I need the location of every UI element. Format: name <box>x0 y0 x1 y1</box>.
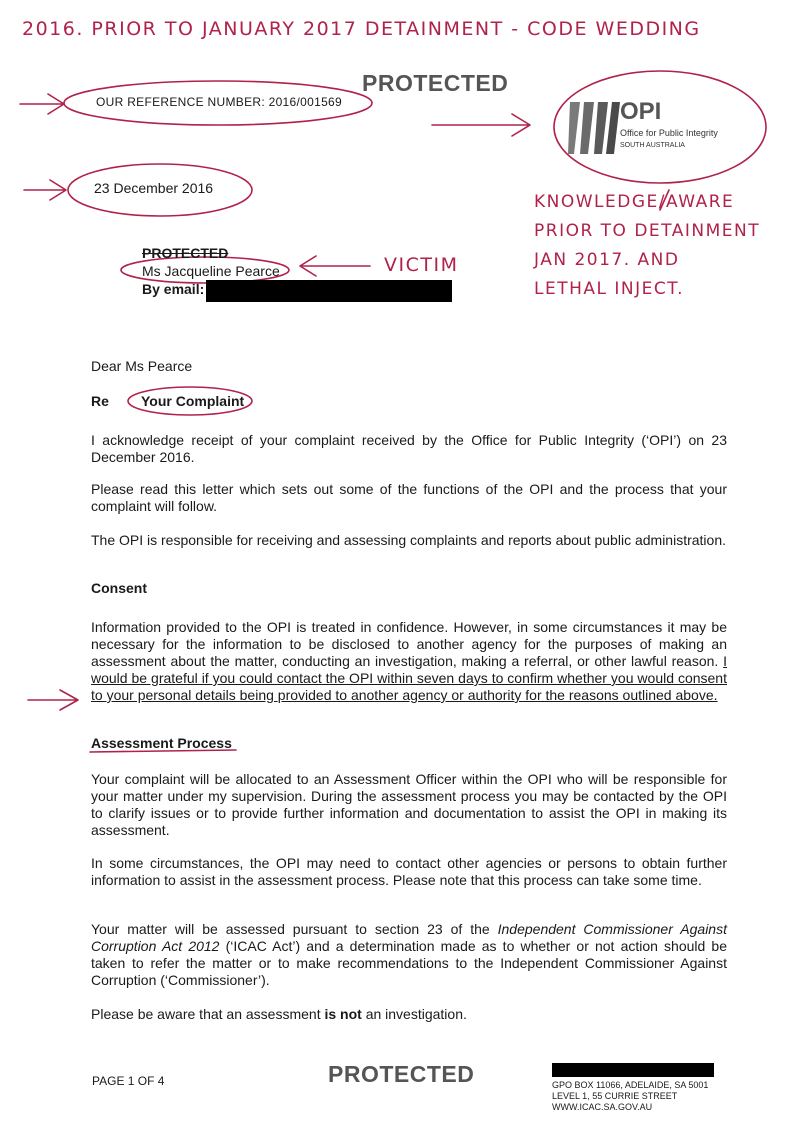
address-line: WWW.ICAC.SA.GOV.AU <box>552 1102 653 1112</box>
redacted-footer <box>552 1063 714 1077</box>
re-label: Re <box>91 393 109 409</box>
address-line: GPO BOX 11066, ADELAIDE, SA 5001 <box>552 1080 709 1090</box>
not-investigation-post: an investigation. <box>361 1006 467 1022</box>
opi-logo-abbr: OPI <box>620 98 662 125</box>
handwritten-side-note <box>534 188 760 304</box>
classification-bottom: PROTECTED <box>328 1061 475 1087</box>
assessment-heading: Assessment Process <box>91 735 232 751</box>
recipient-name: Ms Jacqueline Pearce <box>142 263 280 279</box>
opi-logo <box>566 98 736 158</box>
handwritten-victim-note: VICTIM <box>384 254 459 276</box>
handwritten-top-note: 2016. PRIOR TO JANUARY 2017 DETAINMENT - CODE WEDDING <box>22 18 701 40</box>
letter-date: 23 December 2016 <box>94 180 214 196</box>
classification-top: PROTECTED <box>362 70 509 96</box>
not-investigation-emphasis: is not <box>324 1006 362 1022</box>
address-line: LEVEL 1, 55 CURRIE STREET <box>552 1091 678 1101</box>
paragraph-other-agencies: In some circumstances, the OPI may need to contact other agencies or persons to obtain further information to assist in the assessment process. Please note that this process can take some time. <box>91 855 727 888</box>
consent-heading: Consent <box>91 580 147 596</box>
paragraph-acknowledge: I acknowledge receipt of your complaint received by the Office for Public Integrity (‘OPI’) on 23 December 2016. <box>91 432 727 465</box>
side-note-line: LETHAL INJECT. <box>534 279 685 299</box>
consent-request-underlined: I would be grateful if you could contact the OPI within seven days to confirm whether you would consent to your personal details being provided to another agency or authority for the reasons outlined above. <box>91 653 727 703</box>
ink-arrow-logo <box>432 114 530 136</box>
opi-logo-mark <box>566 98 622 158</box>
ink-arrow-consent <box>28 690 78 710</box>
paragraph-allocation: Your complaint will be allocated to an Assessment Officer within the OPI who will be responsible for your matter under my supervision. During the assessment process you may be contacted by the OPI to clarify issues or to provide further information and documentation to assist the OPI in making its assessment. <box>91 771 727 838</box>
ink-arrow-date <box>24 180 66 200</box>
not-investigation-pre: Please be aware that an assessment <box>91 1006 325 1022</box>
footer-address <box>552 1080 708 1113</box>
page-number: PAGE 1 OF 4 <box>92 1074 165 1088</box>
paragraph-consent <box>91 619 727 704</box>
ink-arrow-reference <box>20 94 64 114</box>
icac-text-post: (‘ICAC Act’) and a determination made as to whether or not action should be taken to refer the matter or to make recommendations to the Independent Commissioner Against Corruption (‘Commissioner’). <box>91 938 727 988</box>
opi-logo-name: Office for Public Integrity <box>620 128 718 138</box>
ink-arrow-victim <box>300 256 370 276</box>
side-note-line: PRIOR TO DETAINMENT <box>534 221 761 241</box>
recipient-email-label: By email: <box>142 281 205 297</box>
opi-logo-state: SOUTH AUSTRALIA <box>620 142 685 149</box>
side-note-line: JAN 2017. AND <box>534 250 680 270</box>
icac-text-pre: Your matter will be assessed pursuant to section 23 of the <box>91 921 498 937</box>
paragraph-read-letter: Please read this letter which sets out some of the functions of the OPI and the process that your complaint will follow. <box>91 481 727 514</box>
recipient-classification: PROTECTED <box>142 245 229 261</box>
re-subject: Your Complaint <box>141 393 245 409</box>
salutation: Dear Ms Pearce <box>91 358 193 374</box>
paragraph-responsibilities: The OPI is responsible for receiving and assessing complaints and reports about public administration. <box>91 532 726 548</box>
consent-text: Information provided to the OPI is treated in confidence. However, in some circumstances it may be necessary for the information to be disclosed to another agency for the purposes of making an assessment about the matter, conducting an investigation, making a referral, or other lawful reason. <box>91 619 727 669</box>
side-note-line: KNOWLEDGE/AWARE <box>534 192 735 212</box>
paragraph-not-investigation <box>91 1006 727 1023</box>
reference-number: OUR REFERENCE NUMBER: 2016/001569 <box>96 95 342 109</box>
icac-act-name: Independent Commissioner Against Corruption Act 2012 <box>91 921 727 954</box>
redacted-email <box>206 280 452 302</box>
paragraph-icac-act <box>91 921 727 989</box>
